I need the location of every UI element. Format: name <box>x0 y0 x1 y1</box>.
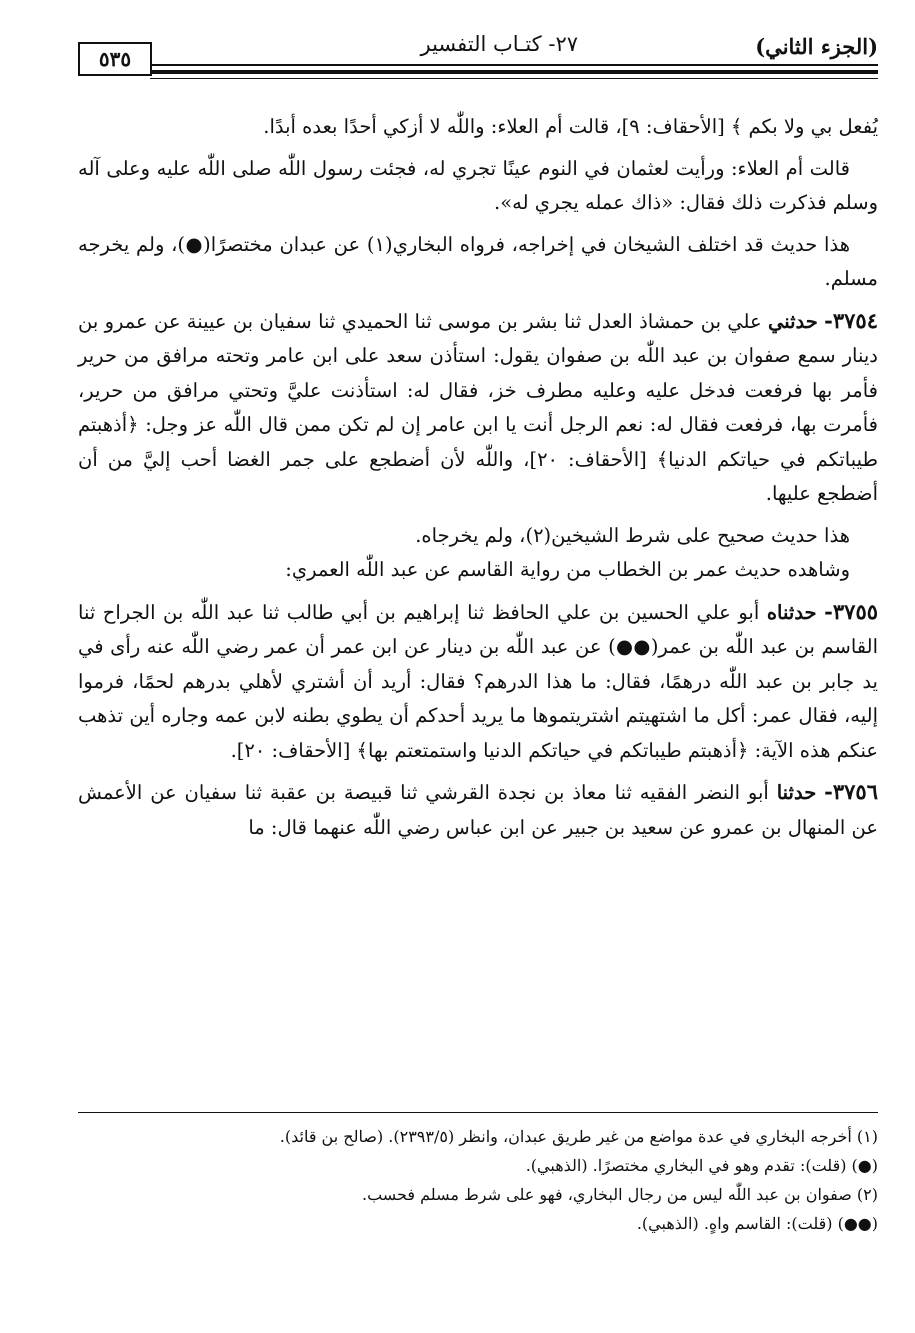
hadith-paragraph <box>78 775 878 845</box>
hadith-paragraph <box>78 595 878 769</box>
book-title: ٢٧- كتـاب التفسير <box>420 32 578 56</box>
footnote: (●) (قلت): تقدم وهو في البخاري مختصرًا. (الذهبي). <box>525 1156 878 1175</box>
header-rule-thin <box>150 78 878 79</box>
paragraph: هذا حديث قد اختلف الشيخان في إخراجه، فرواه البخاري(١) عن عبدان مختصرًا(●)، ولم يخرجه مسلم. <box>78 232 878 290</box>
hadith-text: أبو النضر الفقيه ثنا معاذ بن نجدة القرشي ثنا قبيصة بن عقبة ثنا سفيان عن الأعمش عن المنهال بن عمرو عن سعيد بن جبير عن ابن عباس رضي اللّٰه عنهما قال: ما <box>78 781 878 839</box>
footnote: (١) أخرجه البخاري في عدة مواضع من غير طريق عبدان، وانظر (٢٣٩٣/٥). (صالح بن قائد). <box>279 1127 878 1146</box>
header-rule <box>150 64 878 66</box>
paragraph: يُفعل بي ولا بكم ﴾ [الأحقاف: ٩]، قالت أم العلاء: واللّٰه لا أزكي أحدًا بعده أبدًا. <box>263 115 878 138</box>
footnote-divider <box>78 1112 878 1113</box>
hadith-text: أبو علي الحسين بن علي الحافظ ثنا إبراهيم بن أبي طالب ثنا عبد اللّٰه بن الجراح ثنا القاسم بن عبد اللّٰه بن عمر(●●) عن عبد اللّٰه بن دينار عن ابن عمر أن عمر رضي اللّٰه عنه رأى في يد جابر بن عبد اللّٰه درهمًا، فقال: ما هذا الدرهم؟ فقال: أريد أن أشتري لأهلي بدرهم لحمًا، فرموا إليه، فقال عمر: أكل ما اشتهيتم اشتريتموها ما يريد أحدكم أن يطوي بطنه لابن عمه وجاره أين تذهب عنكم هذه الآية: ﴿أذهبتم طيباتكم في حياتكم الدنيا واستمتعتم بها﴾ [الأحقاف: ٢٠]. <box>78 600 878 762</box>
paragraph: وشاهده حديث عمر بن الخطاب من رواية القاسم عن عبد اللّٰه العمري: <box>285 558 850 581</box>
footnote: (٢) صفوان بن عبد اللّٰه ليس من رجال البخاري، فهو على شرط مسلم فحسب. <box>361 1185 878 1204</box>
page-number: ٥٣٥ <box>78 42 152 76</box>
hadith-text: علي بن حمشاذ العدل ثنا بشر بن موسى ثنا الحميدي ثنا سفيان بن عيينة عن عمرو بن دينار سمع صفوان بن عبد اللّٰه بن صفوان يقول: استأذن سعد على ابن عامر وتحته مرافق من حرير فأمر بها فرفعت فدخل عليه وعليه مطرف خز، فقال له: استأذنت عليَّ وتحتي مرافق من حرير، فأمرت بها، فرفعت فقال له: نعم الرجل أنت يا ابن عامر إن لم تكن ممن قال اللّٰه عز وجل: ﴿أذهبتم طيباتكم في حياتكم الدنيا﴾ [الأحقاف: ٢٠]، واللّٰه لأن أضطجع على جمر الغضا أحب إليَّ من أن أضطجع عليها. <box>78 309 878 505</box>
hadith-lead: حدثنا <box>776 781 817 804</box>
footnote: (●●) (قلت): القاسم واهٍ. (الذهبي). <box>636 1214 878 1233</box>
page-header <box>78 30 878 78</box>
paragraph: قالت أم العلاء: ورأيت لعثمان في النوم عينًا تجري له، فجئت رسول اللّٰه صلى اللّٰه عليه وعلى آله وسلم فذكرت ذلك فقال: «ذاك عمله يجري له». <box>78 156 878 214</box>
header-rule-thick <box>150 70 878 74</box>
hadith-lead: حدثناه <box>766 600 817 624</box>
hadith-paragraph <box>78 304 878 512</box>
main-text <box>78 110 878 852</box>
footnotes <box>78 1122 878 1238</box>
hadith-number: ٣٧٥٤- <box>824 307 878 333</box>
hadith-number: ٣٧٥٦- <box>824 779 878 804</box>
paragraph: هذا حديث صحيح على شرط الشيخين(٢)، ولم يخرجاه. <box>415 523 850 547</box>
hadith-number: ٣٧٥٥- <box>824 598 879 624</box>
hadith-lead: حدثني <box>767 309 818 333</box>
part-title: (الجزء الثاني) <box>755 34 878 59</box>
